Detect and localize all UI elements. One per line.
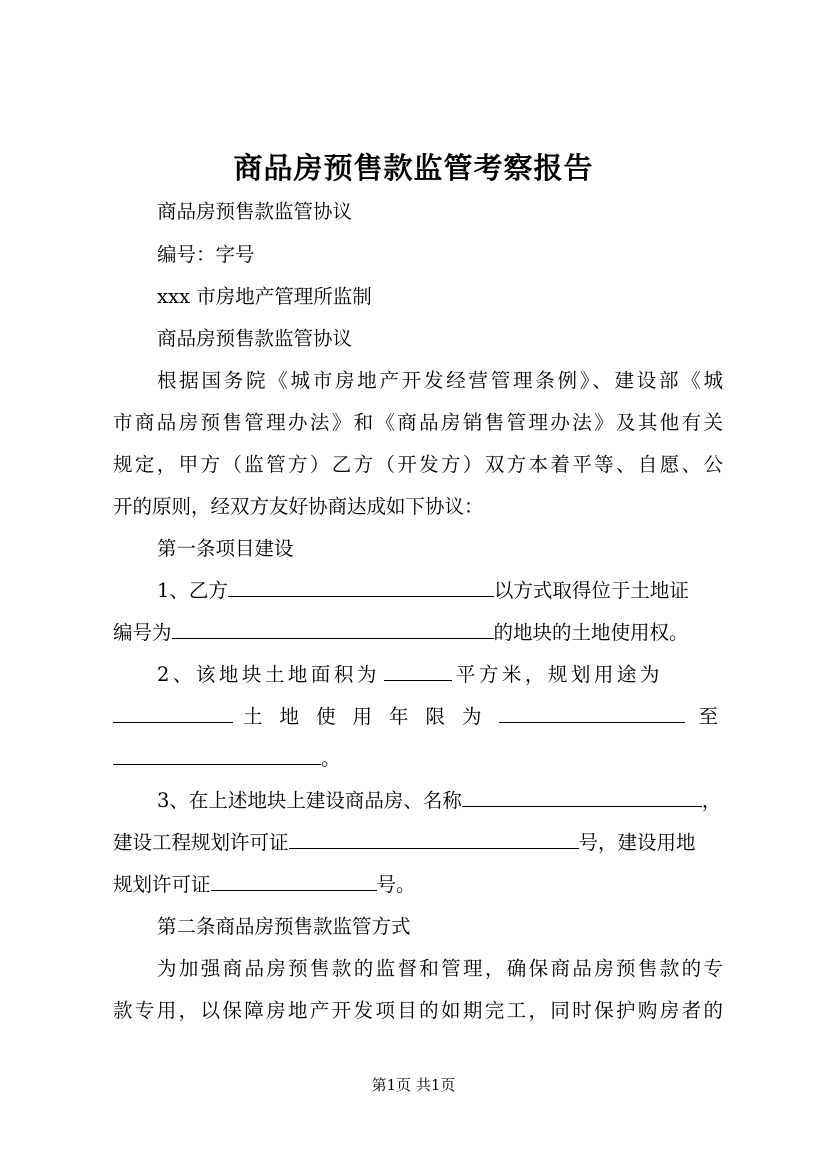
item-2-line-1	[157, 661, 723, 689]
article-2-heading: 第二条商品房预售款监管方式	[157, 915, 411, 938]
blank-field[interactable]	[113, 704, 233, 723]
blank-field[interactable]	[499, 704, 685, 723]
item-3-text-f: 号。	[376, 873, 416, 896]
document-title: 商品房预售款监管考察报告	[233, 151, 594, 185]
paragraph-basis-line-1: 根据国务院《城市房地产开发经营管理条例》、建设部《城	[157, 369, 723, 392]
blank-field[interactable]	[462, 788, 702, 807]
paragraph-agreement-title-2: 商品房预售款监管协议	[157, 327, 353, 350]
item-1-text-d: 的地块的土地使用权。	[493, 621, 689, 644]
page-footer: 第1页 共1页	[371, 1076, 456, 1094]
item-1-line-2	[113, 619, 723, 647]
blank-field[interactable]	[113, 746, 321, 765]
item-2-line-2	[113, 703, 736, 731]
item-1-text-a: 1、乙方	[157, 579, 228, 602]
article-1-heading: 第一条项目建设	[157, 537, 294, 560]
item-1-text-b: 以方式取得位于土地证	[493, 579, 689, 602]
item-3-text-e: 规划许可证	[113, 873, 211, 896]
paragraph-basis-line-2: 市商品房预售管理办法》和《商品房销售管理办法》及其他有关	[113, 411, 723, 434]
item-3-text-d: 号，建设用地	[578, 831, 696, 854]
paragraph-number: 编号：字号	[157, 243, 255, 266]
item-1-text-c: 编号为	[113, 621, 172, 644]
item-2-text-c: 土地使用年限为	[243, 705, 499, 728]
paragraph-agreement-title: 商品房预售款监管协议	[157, 200, 353, 223]
item-3-text-a: 3、在上述地块上建设商品房、名称	[157, 789, 462, 812]
item-2-text-d: 至	[698, 705, 736, 728]
item-2-text-a: 2、该地块土地面积为	[157, 663, 380, 686]
item-2-text-e: 。	[321, 747, 341, 770]
paragraph-basis-line-3: 规定，甲方（监管方）乙方（开发方）双方本着平等、自愿、公	[113, 453, 723, 476]
blank-field[interactable]	[172, 620, 494, 639]
item-2-line-3	[113, 745, 723, 773]
paragraph-basis-line-4: 开的原则，经双方友好协商达成如下协议：	[113, 495, 484, 518]
item-3-line-3	[113, 871, 723, 899]
item-3-text-c: 建设工程规划许可证	[113, 831, 289, 854]
blank-field[interactable]	[211, 872, 377, 891]
item-3-line-1	[157, 787, 723, 815]
blank-field[interactable]	[384, 662, 452, 681]
blank-field[interactable]	[228, 578, 494, 597]
item-3-line-2	[113, 829, 723, 857]
paragraph-issuer: xxx 市房地产管理所监制	[157, 285, 372, 308]
item-1-line-1	[157, 577, 723, 605]
paragraph-purpose-line-2: 款专用，以保障房地产开发项目的如期完工，同时保护购房者的	[113, 999, 723, 1022]
item-2-text-b: 平方米，规划用途为	[455, 663, 663, 686]
paragraph-purpose-line-1: 为加强商品房预售款的监督和管理，确保商品房预售款的专	[157, 957, 723, 980]
blank-field[interactable]	[289, 830, 579, 849]
item-3-text-b: ，	[701, 789, 722, 812]
